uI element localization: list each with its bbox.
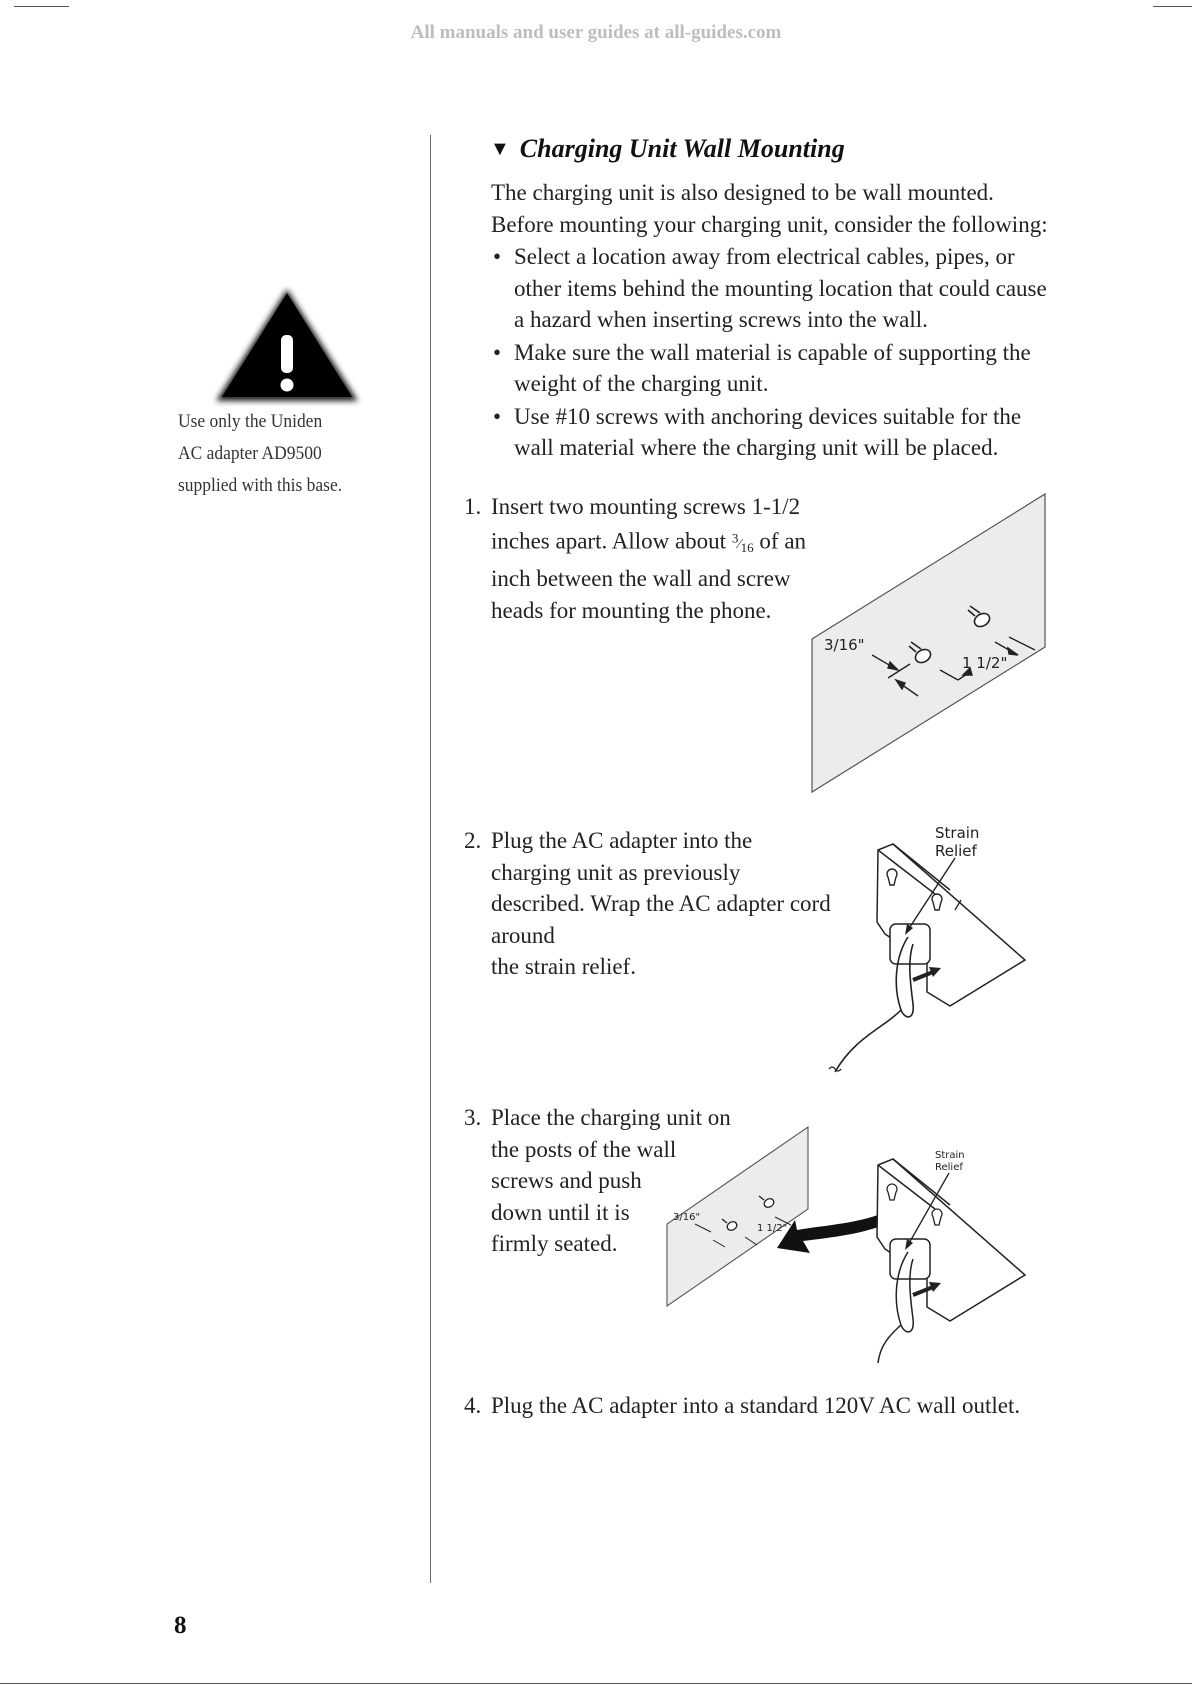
page-number: 8 xyxy=(174,1612,187,1639)
list-item: • Use #10 screws with anchoring devices suitable for the wall material where the charging unit will be placed. xyxy=(491,401,1061,464)
step-line: Plug the AC adapter into a standard 120V AC wall outlet. xyxy=(491,1393,1021,1418)
step-line: inch between the wall and screw xyxy=(491,566,791,592)
step-line: screws and push xyxy=(491,1168,642,1193)
step-line: described. Wrap the AC adapter cord xyxy=(491,891,831,916)
step-line: heads for mounting the phone. xyxy=(491,597,772,623)
considerations-list xyxy=(491,241,1061,465)
mounting-figure xyxy=(665,1125,1035,1365)
intro-line: Before mounting your charging unit, consider the following: xyxy=(491,211,1048,237)
step-line: Plug the AC adapter into the xyxy=(491,828,753,853)
wall-screws-figure xyxy=(810,492,1050,794)
step-number: 2. xyxy=(464,828,482,853)
crop-mark-top-left xyxy=(14,6,69,7)
step-number: 1. xyxy=(464,494,482,519)
strain-relief-label: Relief xyxy=(935,842,977,860)
step-line: down until it is xyxy=(491,1199,630,1225)
column-divider xyxy=(430,135,431,1583)
step-line: inches apart. Allow about $^3⁄_{16}$ of an xyxy=(491,528,807,555)
watermark: All manuals and user guides at all-guides.com xyxy=(410,22,782,43)
warning-triangle-icon xyxy=(212,283,362,408)
strain-relief-label: Strain xyxy=(935,1150,965,1161)
step-line: the strain relief. xyxy=(491,954,636,979)
caution-note-line: Use only the Uniden xyxy=(178,411,323,432)
caution-note-line: supplied with this base. xyxy=(178,475,343,496)
step-line: the posts of the wall xyxy=(491,1136,677,1162)
intro-paragraph xyxy=(491,177,1111,240)
step-line: firmly seated. xyxy=(491,1231,618,1256)
fraction: $^3⁄_{16}$ xyxy=(731,530,754,555)
step-2 xyxy=(464,825,851,983)
list-item: • Select a location away from electrical cables, pipes, or other items behind the mounting location that could cause a hazard when inserting screws into the wall. xyxy=(491,241,1061,336)
crop-mark-bottom xyxy=(0,1683,1192,1684)
step-line: Insert two mounting screws 1-1/2 xyxy=(491,494,801,519)
gap-label: 3/16" xyxy=(673,1212,701,1223)
intro-line: The charging unit is also designed to be wall mounted. xyxy=(491,180,994,205)
strain-relief-figure xyxy=(815,822,1040,1075)
gap-label: 3/16" xyxy=(824,636,865,654)
step-4 xyxy=(464,1390,1111,1422)
spacing-label: 1 1/2" xyxy=(962,654,1008,672)
strain-relief-label: Relief xyxy=(935,1162,963,1173)
strain-relief-label: Strain xyxy=(935,824,980,842)
section-heading-text: Charging Unit Wall Mounting xyxy=(519,134,845,163)
step-1 xyxy=(464,491,821,626)
step-number: 4. xyxy=(464,1393,482,1418)
spacing-label: 1 1/2" xyxy=(757,1223,788,1234)
list-item: • Make sure the wall material is capable of supporting the weight of the charging unit. xyxy=(491,337,1061,400)
step-line: charging unit as previously xyxy=(491,859,741,885)
step-line: around xyxy=(491,922,555,948)
step-number: 3. xyxy=(464,1105,482,1130)
crop-mark-top-right xyxy=(1153,6,1192,7)
section-heading xyxy=(490,134,845,164)
caution-note-line: AC adapter AD9500 xyxy=(178,443,322,464)
step-line: Place the charging unit on xyxy=(491,1105,731,1130)
heading-marker: ▼ xyxy=(490,138,510,160)
caution-note xyxy=(178,406,371,502)
